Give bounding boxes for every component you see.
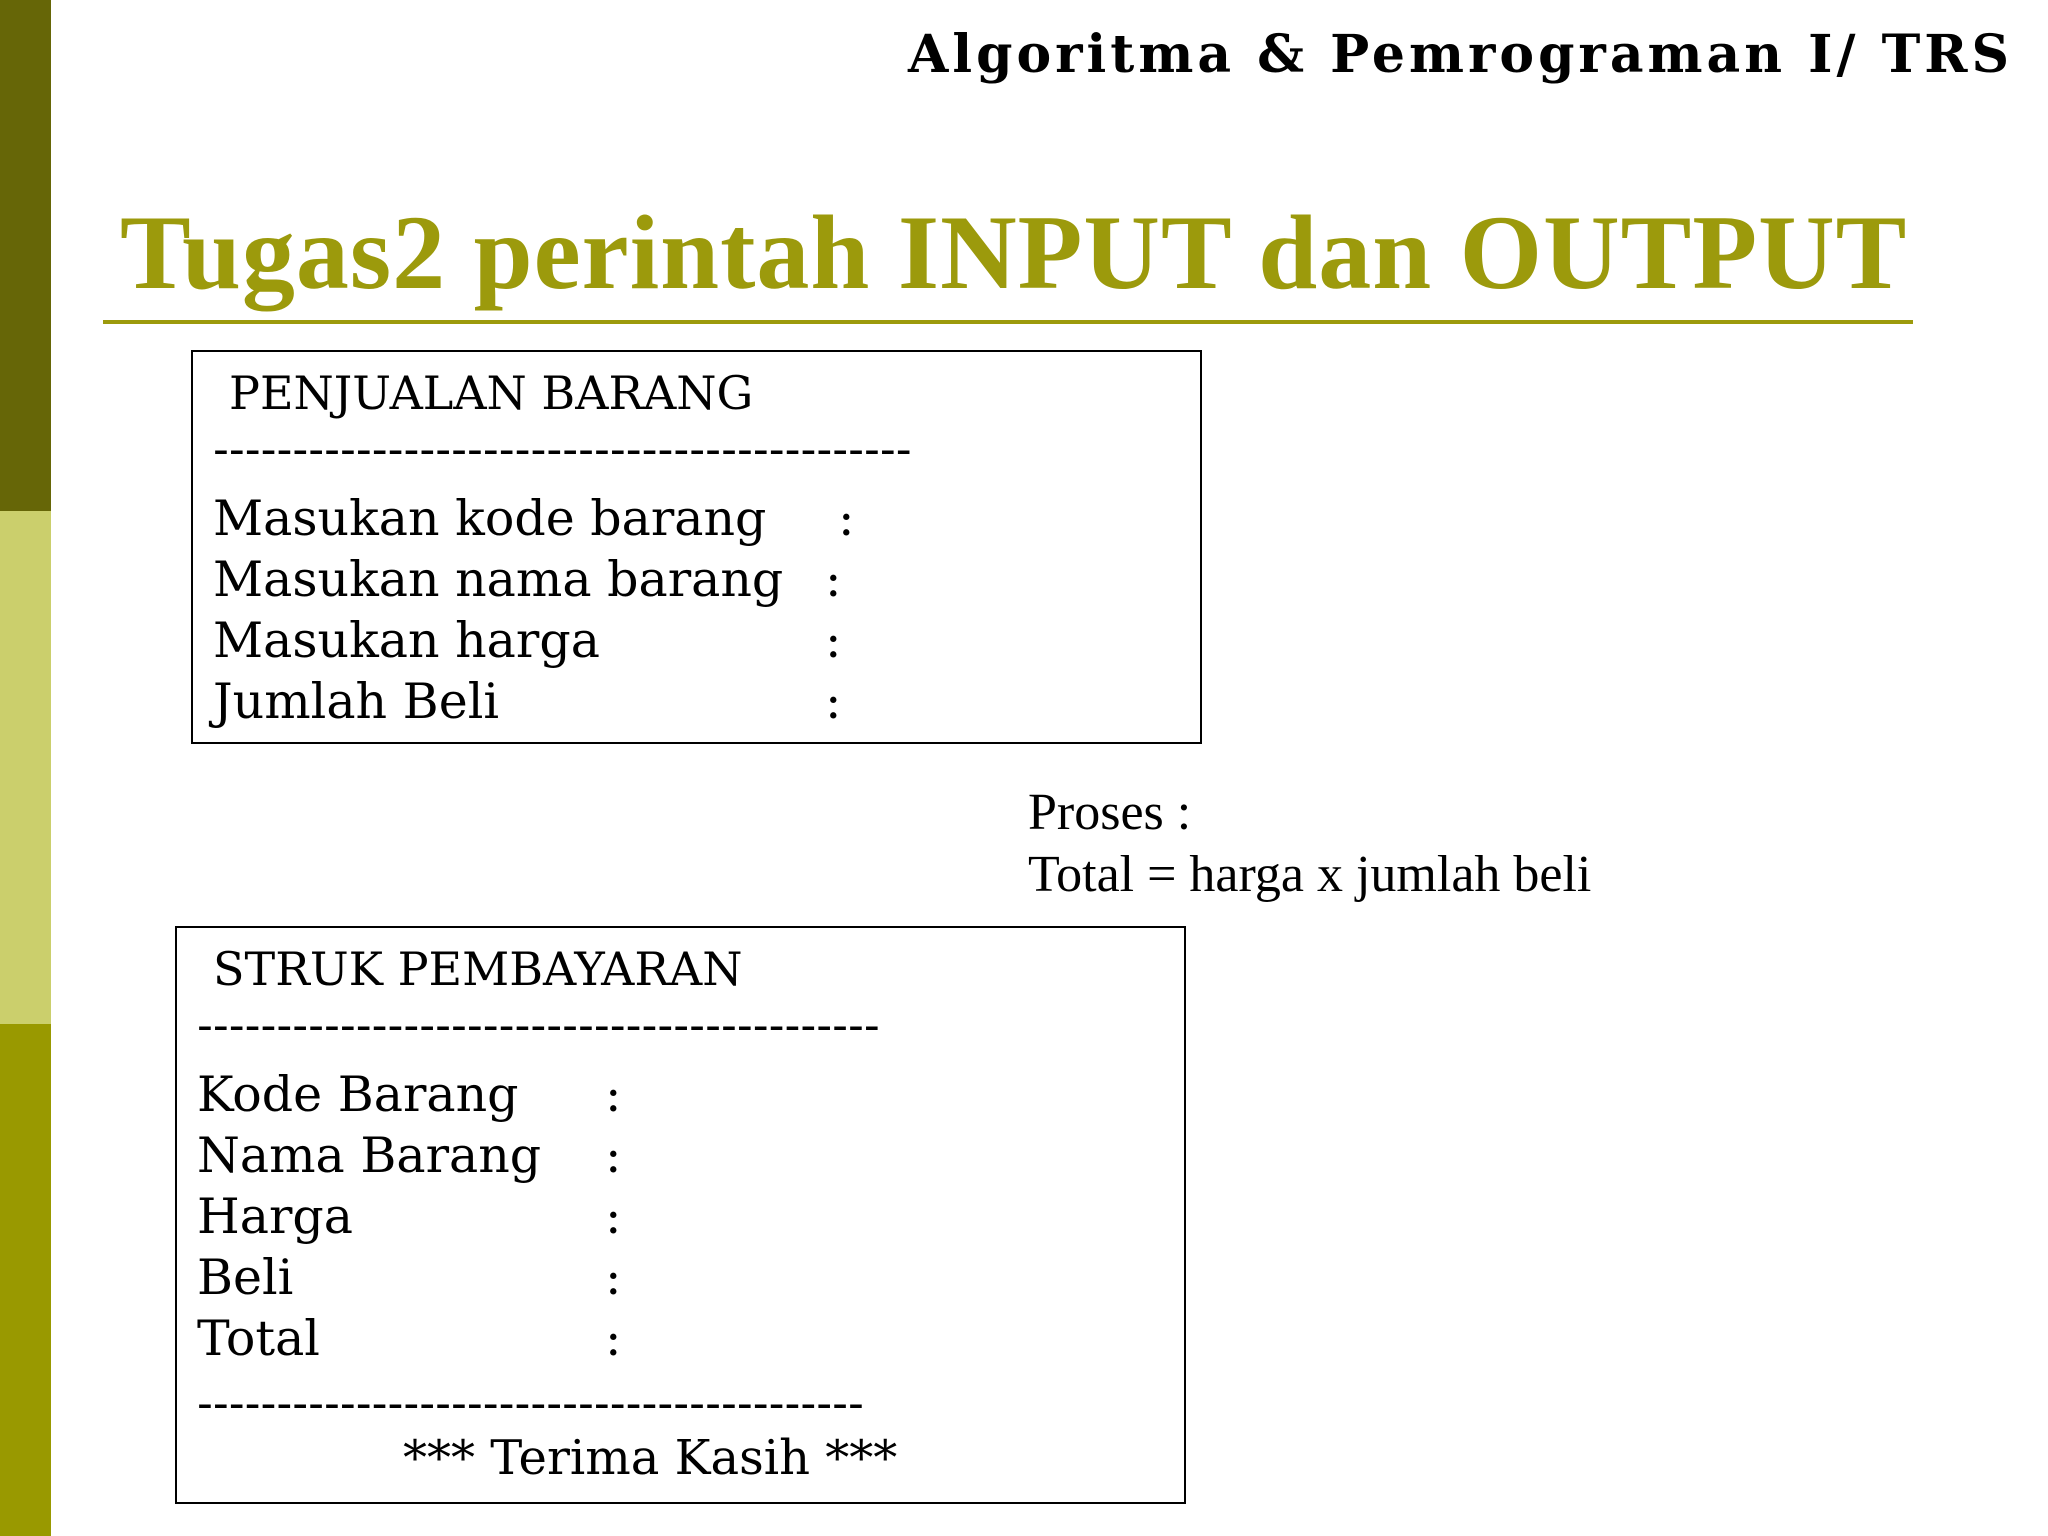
sidebar-decoration	[0, 0, 51, 1536]
process-label: Proses :	[1028, 784, 1192, 841]
receipt-row-label: Total	[197, 1310, 320, 1367]
input-row-colon: :	[825, 673, 842, 730]
process-block	[1028, 782, 1591, 906]
input-row-label: Masukan harga	[213, 612, 600, 669]
receipt-row-colon: :	[605, 1310, 622, 1367]
receipt-row-label: Kode Barang	[197, 1066, 519, 1123]
slide-title: Tugas2 perintah INPUT dan OUTPUT	[120, 194, 1908, 311]
input-row-label: Jumlah Beli	[213, 673, 500, 730]
receipt-row-colon: :	[605, 1066, 622, 1123]
receipt-footer: *** Terima Kasih ***	[403, 1430, 898, 1486]
input-box-heading: PENJUALAN BARANG	[229, 366, 754, 420]
receipt-separator-bottom: ------------------------------------------	[197, 1378, 864, 1429]
receipt-row-colon: :	[605, 1249, 622, 1306]
input-form-box	[191, 350, 1202, 744]
receipt-row-colon: :	[605, 1127, 622, 1184]
input-row-colon: :	[838, 490, 855, 547]
sidebar-segment-dark	[0, 0, 51, 511]
receipt-row-label: Harga	[197, 1188, 353, 1245]
input-row-colon: :	[825, 612, 842, 669]
title-underline	[103, 320, 1913, 324]
process-formula: Total = harga x jumlah beli	[1028, 846, 1592, 903]
receipt-box	[175, 926, 1186, 1504]
course-title: Algoritma & Pemrograman I/ TRS	[908, 24, 2014, 85]
input-box-separator: --------------------------------------------	[213, 424, 912, 475]
receipt-row-colon: :	[605, 1188, 622, 1245]
receipt-separator-top: -------------------------------------------	[197, 1000, 880, 1051]
input-row-label: Masukan nama barang	[213, 551, 784, 608]
receipt-row-label: Nama Barang	[197, 1127, 542, 1184]
input-row-colon: :	[825, 551, 842, 608]
sidebar-segment-light	[0, 511, 51, 1024]
receipt-row-label: Beli	[197, 1249, 294, 1306]
receipt-heading: STRUK PEMBAYARAN	[213, 942, 743, 996]
sidebar-segment-mid	[0, 1024, 51, 1536]
input-row-label: Masukan kode barang	[213, 490, 767, 547]
